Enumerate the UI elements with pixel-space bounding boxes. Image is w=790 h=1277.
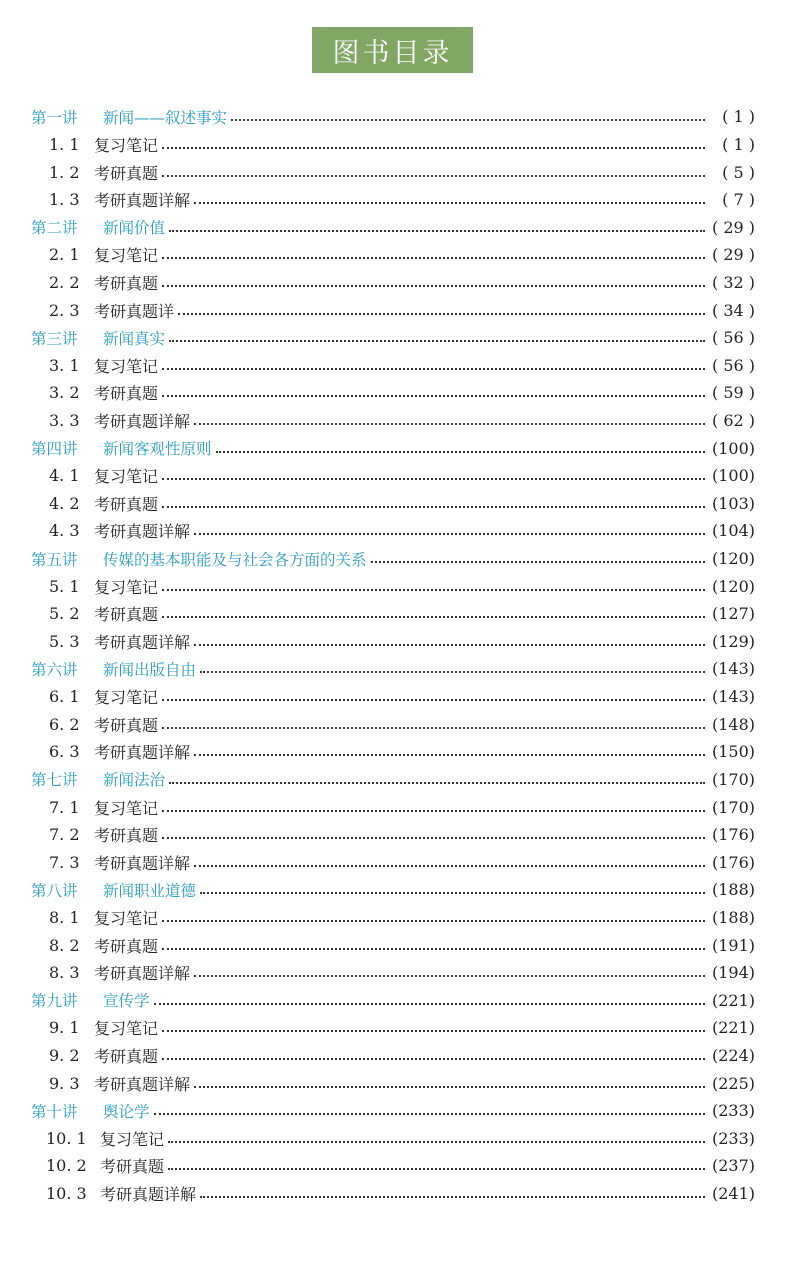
section-title: 考研真题详解 [94,853,191,873]
section-title: 考研真题 [94,826,159,846]
chapter-title: 新闻真实 [103,329,166,348]
section-number: 1. 1 [49,134,80,154]
leader-dots [194,753,705,756]
section-number: 6. 3 [49,742,80,762]
section-entry[interactable] [31,1042,755,1070]
section-page: (233) [711,1128,755,1148]
section-entry[interactable] [31,848,755,876]
leader-dots [162,615,705,618]
section-title: 考研真题详 [94,301,175,321]
section-title: 复习笔记 [94,798,159,818]
section-page: (241) [711,1184,755,1204]
leader-dots [194,201,705,204]
section-title: 考研真题 [94,1047,159,1067]
chapter-entry[interactable] [31,655,755,683]
section-title: 考研真题详解 [94,743,191,763]
section-page: ( 56 ) [711,355,755,375]
chapter-page: ( 56 ) [711,328,755,348]
chapter-entry[interactable] [31,324,755,352]
section-entry[interactable] [31,931,755,959]
leader-dots [200,670,705,673]
leader-dots [216,450,705,453]
section-title: 考研真题详解 [94,964,191,984]
section-number: 2. 3 [49,300,80,320]
leader-dots [169,781,705,784]
section-number: 5. 1 [49,576,80,596]
section-number: 1. 3 [49,190,80,210]
leader-dots [162,726,705,729]
leader-dots [162,174,705,177]
section-number: 3. 2 [49,383,80,403]
section-entry[interactable] [31,710,755,738]
section-entry[interactable] [31,379,755,407]
section-title: 复习笔记 [94,135,159,155]
section-entry[interactable] [31,490,755,518]
leader-dots [162,947,705,950]
section-entry[interactable] [31,296,755,324]
section-entry[interactable] [31,517,755,545]
chapter-number: 第三讲 [31,329,78,348]
section-page: (225) [711,1073,755,1093]
section-number: 7. 3 [49,852,80,872]
leader-dots [178,312,705,315]
leader-dots [162,836,705,839]
section-number: 4. 1 [49,466,80,486]
section-title: 考研真题详解 [94,191,191,211]
section-title: 复习笔记 [94,467,159,487]
section-page: ( 7 ) [722,190,755,210]
section-title: 考研真题详解 [100,1185,197,1205]
section-number: 4. 2 [49,493,80,513]
leader-dots [168,1167,705,1170]
chapter-number: 第一讲 [31,108,78,127]
section-page: (148) [711,714,755,734]
chapter-entry[interactable] [31,766,755,794]
section-page: (237) [711,1156,755,1176]
section-title: 考研真题详解 [94,632,191,652]
chapter-number: 第五讲 [31,550,78,569]
leader-dots [162,1029,705,1032]
chapter-page: ( 29 ) [711,217,755,237]
section-entry[interactable] [31,600,755,628]
section-number: 10. 2 [46,1156,87,1176]
section-page: (176) [711,825,755,845]
section-entry[interactable] [31,1152,755,1180]
chapter-page: (221) [711,990,755,1010]
section-page: (127) [711,604,755,624]
leader-dots [200,891,705,894]
chapter-number: 第十讲 [31,1102,78,1121]
chapter-page: ( 1 ) [722,107,755,127]
leader-dots [169,339,705,342]
leader-dots [194,864,705,867]
leader-dots [162,588,705,591]
section-title: 考研真题 [100,1157,165,1177]
section-number: 10. 1 [46,1128,87,1148]
section-number: 4. 3 [49,521,80,541]
section-title: 考研真题详解 [94,522,191,542]
table-of-contents [31,103,755,1207]
section-entry[interactable] [31,1069,755,1097]
chapter-number: 第七讲 [31,771,78,790]
section-number: 2. 2 [49,272,80,292]
chapter-page: (120) [711,549,755,569]
section-number: 5. 3 [49,631,80,651]
section-number: 9. 1 [49,1018,80,1038]
section-page: (120) [711,576,755,596]
section-entry[interactable] [31,793,755,821]
chapter-page: (233) [711,1101,755,1121]
chapter-number: 第二讲 [31,219,78,238]
leader-dots [154,1112,705,1115]
chapter-entry[interactable] [31,987,755,1015]
leader-dots [162,146,705,149]
chapter-page: (100) [711,438,755,458]
chapter-title: 舆论学 [103,1102,150,1121]
leader-dots [154,1002,705,1005]
section-title: 复习笔记 [94,1019,159,1039]
section-title: 考研真题 [94,163,159,183]
leader-dots [371,560,705,563]
section-entry[interactable] [31,407,755,435]
leader-dots [168,1140,705,1143]
leader-dots [162,1057,705,1060]
section-title: 考研真题 [94,384,159,404]
section-number: 2. 1 [49,245,80,265]
section-page: (224) [711,1046,755,1066]
leader-dots [162,284,705,287]
chapter-entry[interactable] [31,1097,755,1125]
section-title: 考研真题详解 [94,412,191,431]
section-number: 9. 3 [49,1073,80,1093]
leader-dots [162,477,705,480]
chapter-title: 传媒的基本职能及与社会各方面的关系 [103,550,367,569]
section-title: 复习笔记 [94,356,159,376]
leader-dots [162,367,705,370]
section-page: (194) [711,963,755,983]
chapter-page: (170) [711,769,755,789]
section-page: (188) [711,907,755,927]
section-entry[interactable] [31,1125,755,1153]
section-number: 3. 3 [49,411,80,430]
leader-dots [162,698,705,701]
chapter-title: 新闻价值 [103,219,166,238]
chapter-entry[interactable] [31,545,755,573]
leader-dots [231,118,705,121]
section-number: 7. 1 [49,797,80,817]
leader-dots [162,919,705,922]
section-entry[interactable] [31,1014,755,1042]
section-page: ( 32 ) [711,272,755,292]
section-title: 考研真题 [94,715,159,735]
page-title: 图书目录 [312,27,473,73]
chapter-number: 第四讲 [31,440,78,459]
section-page: (150) [711,742,755,762]
chapter-number: 第八讲 [31,881,78,900]
section-page: ( 1 ) [722,134,755,154]
leader-dots [194,643,705,646]
chapter-entry[interactable] [31,103,755,131]
chapter-title: 新闻职业道德 [103,881,197,900]
chapter-entry[interactable] [31,434,755,462]
section-entry[interactable] [31,959,755,987]
section-page: ( 29 ) [711,245,755,265]
section-page: (100) [711,466,755,486]
section-entry[interactable] [31,269,755,297]
section-title: 复习笔记 [100,1129,165,1149]
section-entry[interactable] [31,904,755,932]
section-number: 1. 2 [49,162,80,182]
section-page: ( 59 ) [711,383,755,403]
leader-dots [200,1195,705,1198]
section-entry[interactable] [31,351,755,379]
section-page: (104) [711,521,755,541]
section-number: 8. 3 [49,963,80,983]
leader-dots [162,505,705,508]
chapter-title: 新闻法治 [103,771,166,790]
section-number: 6. 1 [49,687,80,707]
chapter-number: 第九讲 [31,992,78,1011]
section-title: 复习笔记 [94,688,159,708]
section-number: 7. 2 [49,825,80,845]
leader-dots [169,229,705,232]
section-entry[interactable] [31,241,755,269]
section-entry[interactable] [31,462,755,490]
section-title: 复习笔记 [94,577,159,597]
leader-dots [194,1085,705,1088]
section-page: ( 34 ) [711,300,755,320]
chapter-page: (188) [711,880,755,900]
section-number: 3. 1 [49,355,80,375]
section-title: 考研真题 [94,605,159,625]
section-number: 8. 1 [49,907,80,927]
leader-dots [194,532,705,535]
section-entry[interactable] [31,131,755,159]
section-number: 6. 2 [49,714,80,734]
chapter-title: 新闻——叙述事实 [103,108,228,127]
section-entry[interactable] [31,738,755,766]
section-page: (103) [711,493,755,513]
leader-dots [162,809,705,812]
chapter-title: 新闻客观性原则 [103,440,212,459]
section-title: 考研真题 [94,494,159,514]
section-page: ( 5 ) [722,162,755,182]
section-entry[interactable] [31,821,755,849]
section-number: 9. 2 [49,1046,80,1066]
section-entry[interactable] [31,572,755,600]
section-title: 考研真题 [94,936,159,956]
section-page: (170) [711,797,755,817]
section-title: 复习笔记 [94,246,159,266]
section-number: 5. 2 [49,604,80,624]
chapter-title: 新闻出版自由 [103,660,197,679]
chapter-page: (143) [711,659,755,679]
section-page: (176) [711,852,755,872]
chapter-entry[interactable] [31,876,755,904]
leader-dots [162,394,705,397]
section-page: (143) [711,687,755,707]
section-entry[interactable] [31,158,755,186]
section-entry[interactable] [31,628,755,656]
section-title: 考研真题详解 [94,1074,191,1094]
section-number: 8. 2 [49,935,80,955]
section-page: (129) [711,631,755,651]
leader-dots [194,974,705,977]
leader-dots [162,256,705,259]
section-entry[interactable] [31,1180,755,1208]
chapter-number: 第六讲 [31,660,78,679]
section-number: 10. 3 [46,1184,87,1204]
section-entry[interactable] [31,186,755,214]
section-page: (191) [711,935,755,955]
leader-dots [194,422,705,425]
chapter-title: 宣传学 [103,992,150,1011]
section-title: 复习笔记 [94,908,159,928]
section-entry[interactable] [31,683,755,711]
chapter-entry[interactable] [31,213,755,241]
section-title: 考研真题 [94,273,159,293]
section-page: (221) [711,1018,755,1038]
section-page: ( 62 ) [711,411,755,430]
